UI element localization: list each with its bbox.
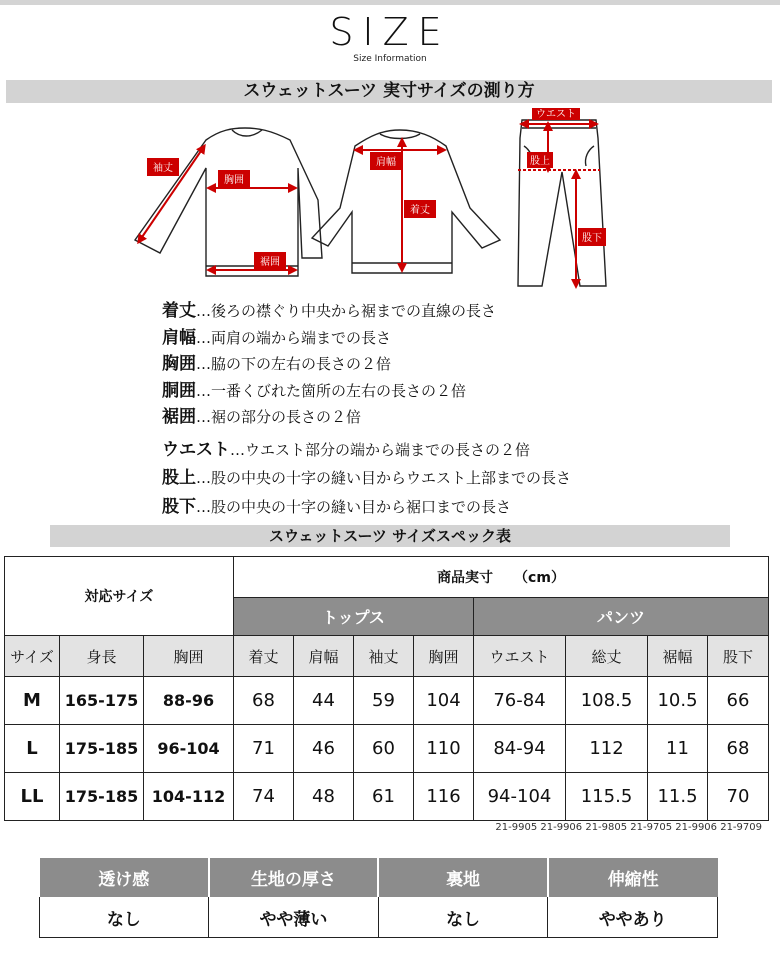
table-cell: 11: [648, 725, 708, 773]
table-cell: 108.5: [566, 677, 648, 725]
label-shoulder: [370, 152, 402, 170]
definition-item: 股上…股の中央の十字の縫い目からウエスト上部までの長さ: [162, 468, 572, 488]
column-header: 股下: [708, 636, 769, 677]
column-header: サイズ: [5, 636, 60, 677]
tops-group-header: トップス: [234, 598, 474, 636]
page-title: SIZE: [329, 10, 451, 54]
size-cell: L: [5, 725, 60, 773]
table-cell: 175-185: [60, 773, 144, 821]
table-cell: 70: [708, 773, 769, 821]
table-row: [5, 773, 769, 821]
pants-drawing: [518, 120, 606, 286]
table-cell: 74: [234, 773, 294, 821]
size-cell: LL: [5, 773, 60, 821]
table-cell: 116: [414, 773, 474, 821]
table-cell: 68: [234, 677, 294, 725]
size-cell: M: [5, 677, 60, 725]
svg-text:肩幅: 肩幅: [376, 157, 396, 168]
fabric-features-table: [38, 858, 718, 938]
svg-text:ウエスト: ウエスト: [536, 109, 576, 120]
table-cell: 88-96: [144, 677, 234, 725]
table-cell: 112: [566, 725, 648, 773]
table-row: [5, 725, 769, 773]
label-rise: [527, 152, 553, 168]
table-cell: 60: [354, 725, 414, 773]
definition-item: 肩幅…両肩の端から端までの長さ: [162, 328, 392, 348]
table-cell: 68: [708, 725, 769, 773]
table-cell: 59: [354, 677, 414, 725]
label-chest: [218, 170, 250, 188]
size-spec-table: [4, 556, 769, 821]
definition-item: 着丈…後ろの襟ぐり中央から裾までの直線の長さ: [162, 301, 497, 321]
top-rule: [0, 0, 780, 5]
svg-text:胸囲: 胸囲: [224, 175, 244, 186]
definition-item: 裾囲…裾の部分の長さの２倍: [162, 407, 362, 427]
table-cell: 104-112: [144, 773, 234, 821]
label-waist: [532, 108, 580, 120]
table-cell: 104: [414, 677, 474, 725]
feature-value: なし: [39, 897, 209, 938]
svg-text:股下: 股下: [582, 233, 602, 244]
column-header: 肩幅: [294, 636, 354, 677]
table-cell: 94-104: [474, 773, 566, 821]
svg-text:裾囲: 裾囲: [260, 257, 280, 268]
column-header: 胸囲: [414, 636, 474, 677]
table-cell: 84-94: [474, 725, 566, 773]
column-header: 着丈: [234, 636, 294, 677]
label-hem: [254, 252, 286, 270]
table-cell: 44: [294, 677, 354, 725]
column-header: ウエスト: [474, 636, 566, 677]
pants-group-header: パンツ: [474, 598, 769, 636]
spec-section-title: スウェットスーツ サイズスペック表: [50, 525, 730, 547]
table-cell: 11.5: [648, 773, 708, 821]
table-cell: 96-104: [144, 725, 234, 773]
table-cell: 48: [294, 773, 354, 821]
label-length: [404, 200, 436, 218]
definition-item: ウエスト…ウエスト部分の端から端までの長さの２倍: [162, 440, 531, 460]
front-top-drawing: [135, 128, 322, 276]
feature-header: 透け感: [39, 858, 209, 897]
svg-text:着丈: 着丈: [410, 205, 430, 216]
page-subtitle: Size Information: [353, 54, 427, 64]
table-cell: 10.5: [648, 677, 708, 725]
feature-value: やや薄い: [209, 897, 379, 938]
table-cell: 165-175: [60, 677, 144, 725]
column-header: 胸囲: [144, 636, 234, 677]
measurement-diagram: [0, 108, 780, 298]
column-header: 総丈: [566, 636, 648, 677]
table-cell: 76-84: [474, 677, 566, 725]
definition-item: 胴囲…一番くびれた箇所の左右の長さの２倍: [162, 381, 467, 401]
feature-value: ややあり: [548, 897, 718, 938]
table-cell: 61: [354, 773, 414, 821]
label-sleeve: [147, 158, 179, 176]
table-cell: 66: [708, 677, 769, 725]
actual-size-header: 商品実寸 （cm）: [234, 557, 769, 598]
svg-text:袖丈: 袖丈: [153, 163, 173, 174]
corresponding-size-header: 対応サイズ: [5, 557, 234, 636]
feature-header: 伸縮性: [548, 858, 718, 897]
definition-item: 股下…股の中央の十字の縫い目から裾口までの長さ: [162, 497, 512, 517]
label-inseam: [578, 228, 606, 246]
table-cell: 175-185: [60, 725, 144, 773]
feature-header: 裏地: [378, 858, 548, 897]
table-cell: 110: [414, 725, 474, 773]
table-cell: 115.5: [566, 773, 648, 821]
feature-value: なし: [378, 897, 548, 938]
column-header: 袖丈: [354, 636, 414, 677]
measure-section-title: スウェットスーツ 実寸サイズの測り方: [6, 80, 772, 103]
table-cell: 71: [234, 725, 294, 773]
definition-item: 胸囲…脇の下の左右の長さの２倍: [162, 354, 392, 374]
feature-header: 生地の厚さ: [209, 858, 379, 897]
column-header: 裾幅: [648, 636, 708, 677]
table-cell: 46: [294, 725, 354, 773]
svg-text:股上: 股上: [530, 156, 550, 167]
table-row: [5, 677, 769, 725]
product-codes: 21-9905 21-9906 21-9805 21-9705 21-9906 21-9709: [495, 822, 762, 833]
column-header: 身長: [60, 636, 144, 677]
